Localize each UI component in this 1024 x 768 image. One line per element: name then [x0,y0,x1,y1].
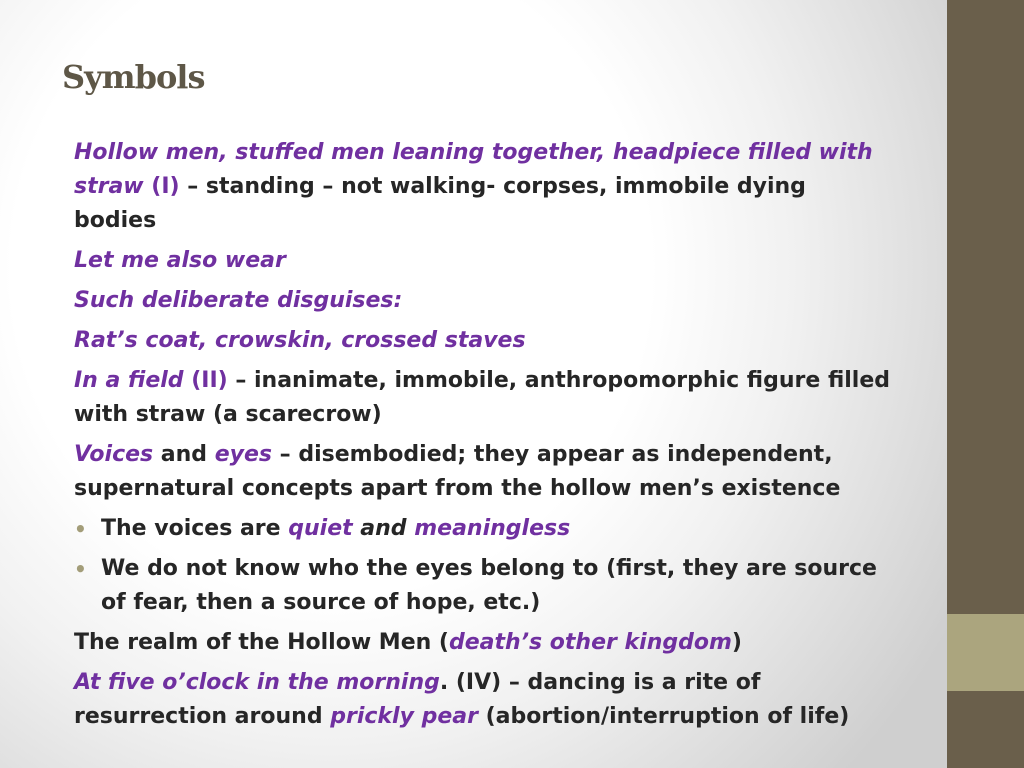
paragraph-field [74,364,894,432]
quote-line: Rat’s coat, crowskin, crossed staves [74,328,526,353]
slide-title: Symbols [62,58,205,96]
commentary-text: – inanimate, immobile, anthropomorphic figure filled with straw (a scarecrow) [74,368,891,427]
part-marker: (I) [143,174,180,199]
quote-text: prickly pear [330,704,478,729]
quote-text: death’s other kingdom [449,630,732,655]
commentary-text: and [153,442,215,467]
bullet-icon: • [74,517,87,541]
commentary-text: The realm of the Hollow Men ( [74,630,449,655]
quote-text: Hollow men, stuffed men leaning together, headpiece filled with straw [74,140,873,199]
quote-line: Such deliberate disguises: [74,288,403,313]
paragraph-realm [74,626,894,660]
paragraph-hollow-men [74,136,894,238]
quote-text: In a field [74,368,184,393]
commentary-text: . (IV) – dancing is a rite of resurrection around [74,670,761,729]
side-band-accent [947,614,1024,691]
commentary-text: (abortion/interruption of life) [477,704,850,729]
paragraph-five-oclock [74,666,894,734]
quote-text: quiet [288,516,353,541]
commentary-text: ) [731,630,742,655]
bullet-voices [74,512,894,546]
commentary-text: and [352,516,415,541]
commentary-text: We do not know who the eyes belong to (first, they are source of fear, then a source of hope, etc.) [101,556,877,615]
quote-text: meaningless [414,516,571,541]
quote-line: Let me also wear [74,248,286,273]
side-band-bottom [947,691,1024,768]
paragraph-voices-eyes [74,438,894,506]
commentary-text: The voices are [101,516,289,541]
quote-text: Voices [74,442,154,467]
side-band-top [947,0,1024,614]
slide-content [74,136,894,740]
quote-text: eyes [214,442,272,467]
part-marker: (II) [183,368,228,393]
bullet-icon: • [74,557,87,581]
bullet-eyes [74,552,894,620]
commentary-text: – standing – not walking- corpses, immobile dying bodies [74,174,806,233]
quote-text: At five o’clock in the morning [74,670,440,695]
commentary-text: – disembodied; they appear as independent, supernatural concepts apart from the hollow men’s existence [74,442,841,501]
